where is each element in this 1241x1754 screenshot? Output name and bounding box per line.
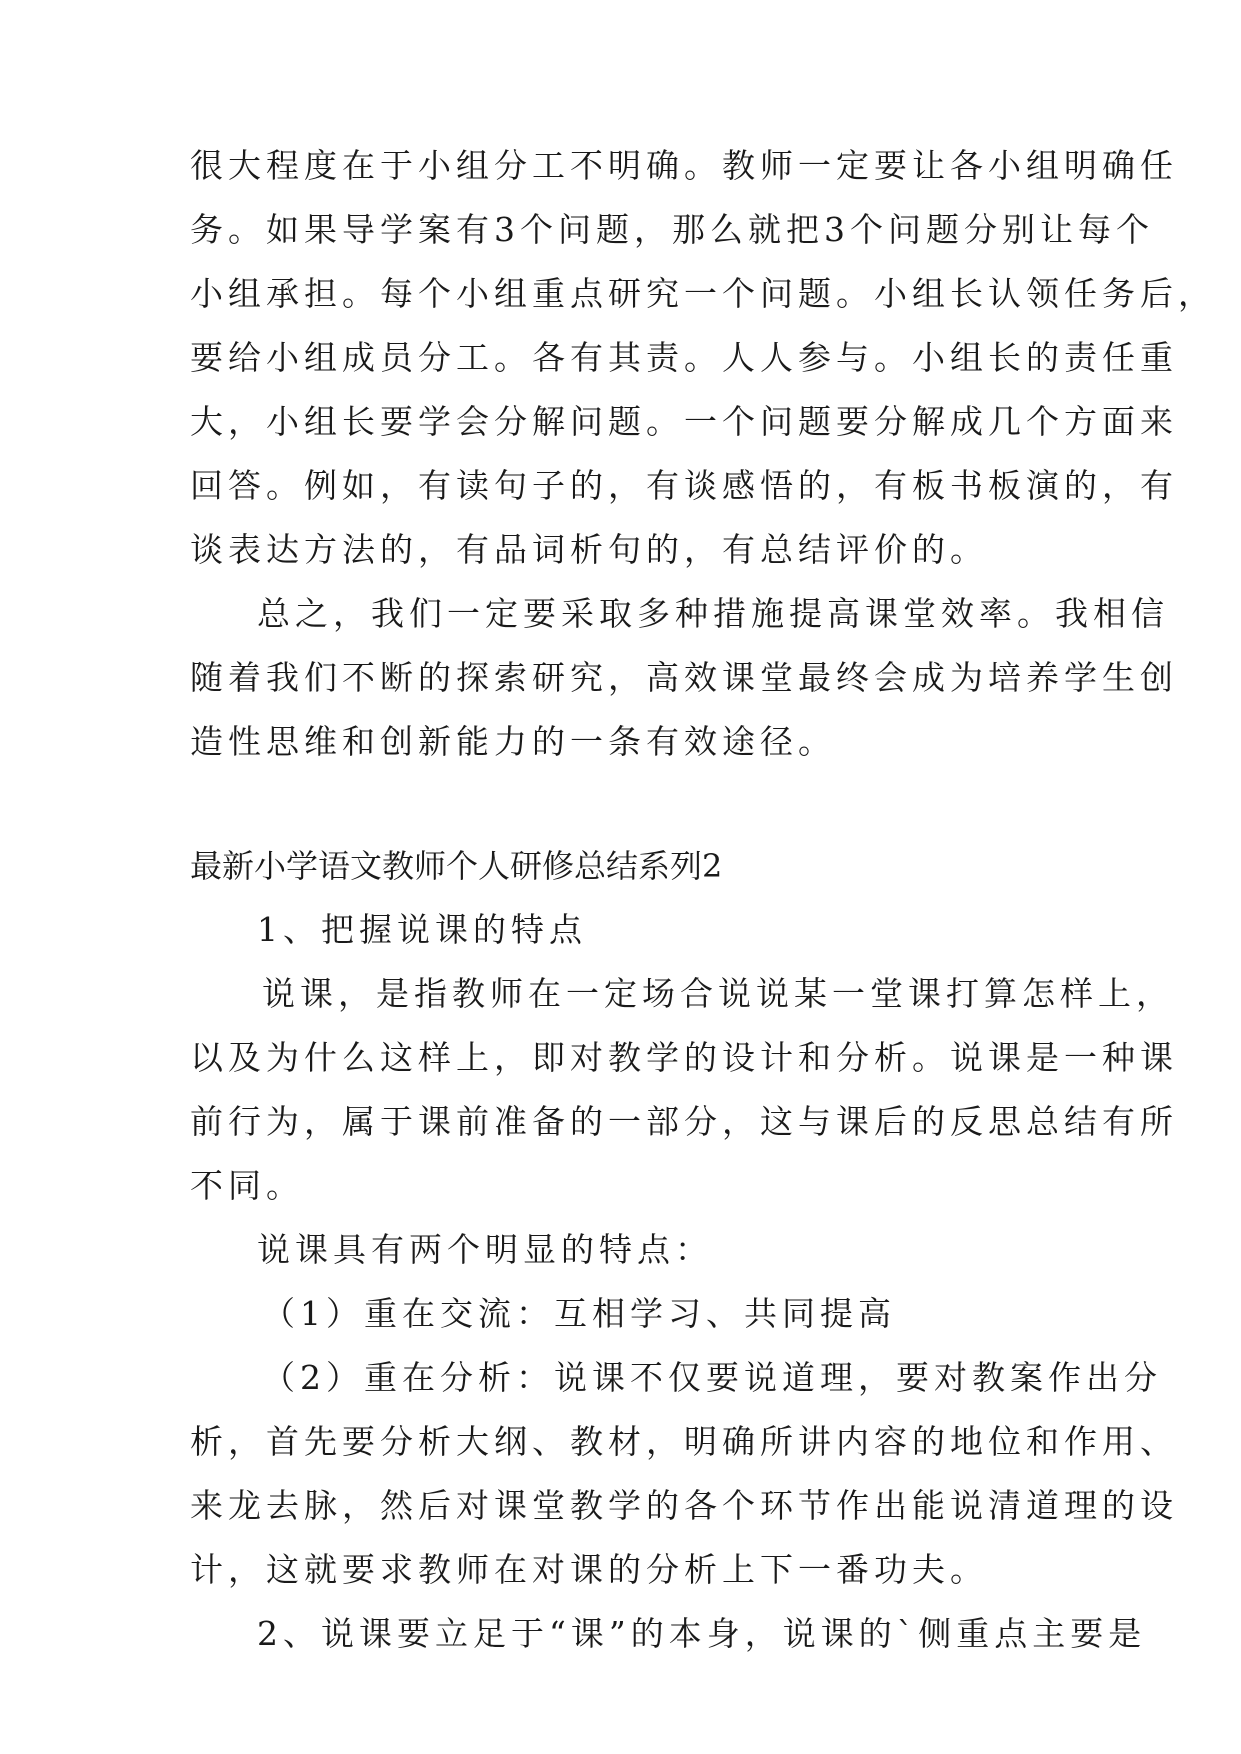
text-line: 计，这就要求教师在对课的分析上下一番功夫。 [190, 1550, 988, 1589]
text-line: 以及为什么这样上，即对教学的设计和分析。说课是一种课 [190, 1038, 1178, 1077]
text-line: 前行为，属于课前准备的一部分，这与课后的反思总结有所 [190, 1102, 1178, 1141]
section-heading: 最新小学语文教师个人研修总结系列2 [190, 847, 723, 885]
text-line: 要给小组成员分工。各有其责。人人参与。小组长的责任重 [190, 338, 1178, 377]
text-line: 来龙去脉，然后对课堂教学的各个环节作出能说清道理的设 [190, 1486, 1178, 1525]
text-line: 回答。例如，有读句子的，有谈感悟的，有板书板演的，有 [190, 466, 1178, 505]
text-line: （1）重在交流：互相学习、共同提高 [262, 1294, 896, 1333]
text-line: 大，小组长要学会分解问题。一个问题要分解成几个方面来 [190, 402, 1178, 441]
text-line: 谈表达方法的，有品词析句的，有总结评价的。 [190, 530, 988, 569]
text-line: 总之，我们一定要采取多种措施提高课堂效率。我相信 [257, 594, 1169, 633]
text-line: 随着我们不断的探索研究，高效课堂最终会成为培养学生创 [190, 658, 1178, 697]
text-line: 说课具有两个明显的特点： [257, 1230, 713, 1269]
text-line: 务。如果导学案有3个问题，那么就把3个问题分别让每个 [190, 210, 1154, 249]
text-line: 造性思维和创新能力的一条有效途径。 [190, 722, 836, 761]
text-line: 不同。 [190, 1166, 304, 1205]
text-line: 说课，是指教师在一定场合说说某一堂课打算怎样上， [262, 974, 1174, 1013]
text-line: 小组承担。每个小组重点研究一个问题。小组长认领任务后， [190, 274, 1216, 313]
text-line: 1、把握说课的特点 [257, 910, 587, 949]
text-line: 析，首先要分析大纲、教材，明确所讲内容的地位和作用、 [190, 1422, 1178, 1461]
text-line: （2）重在分析：说课不仅要说道理，要对教案作出分 [262, 1358, 1162, 1397]
text-line: 很大程度在于小组分工不明确。教师一定要让各小组明确任 [190, 146, 1178, 185]
text-line: 2、说课要立足于“课”的本身，说课的`侧重点主要是 [257, 1614, 1147, 1653]
